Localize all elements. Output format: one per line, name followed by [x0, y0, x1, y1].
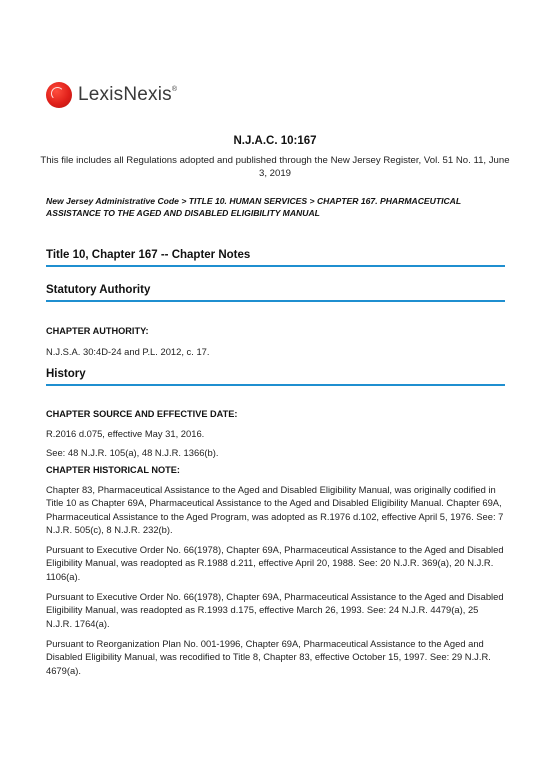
heading-history: History: [46, 368, 86, 380]
lexisnexis-logo-icon: [46, 82, 72, 108]
lexisnexis-logo: [46, 82, 177, 108]
historical-paragraph: Pursuant to Reorganization Plan No. 001-1996, Chapter 69A, Pharmaceutical Assistance to the Aged and Disabled Eligibility Manual, was recodified to Title 8, Chapter 83, effective October 15, 1997. See: 29 N.J.R. 4679(a).: [46, 638, 491, 676]
historical-note-label: CHAPTER HISTORICAL NOTE:: [46, 465, 180, 475]
chapter-authority-label: CHAPTER AUTHORITY:: [46, 326, 149, 336]
brand-name: LexisNexis®: [78, 84, 178, 105]
source-label: CHAPTER SOURCE AND EFFECTIVE DATE:: [46, 409, 238, 419]
heading-statutory-authority: Statutory Authority: [46, 284, 151, 296]
document-subtitle: This file includes all Regulations adopted and published through the New Jersey Register, Vol. 51 No. 11, June 3, 2019: [40, 155, 510, 179]
breadcrumb[interactable]: New Jersey Administrative Code > TITLE 10. HUMAN SERVICES > CHAPTER 167. PHARMACEUTICAL ASSISTANCE TO THE AGED AND DISABLED ELIGIBILITY MANUAL: [46, 196, 461, 218]
divider: [46, 265, 505, 267]
chapter-authority-text: N.J.S.A. 30:4D-24 and P.L. 2012, c. 17.: [46, 346, 210, 357]
document-title: N.J.A.C. 10:167: [233, 135, 317, 147]
source-line: See: 48 N.J.R. 105(a), 48 N.J.R. 1366(b).: [46, 447, 219, 458]
heading-chapter-notes: Title 10, Chapter 167 -- Chapter Notes: [46, 249, 251, 261]
historical-paragraph: Pursuant to Executive Order No. 66(1978), Chapter 69A, Pharmaceutical Assistance to the Aged and Disabled Eligibility Manual, was readopted as R.1988 d.211, effective April 20, 1988. See: 20 N.J.R. 369(a), 20 N.J.R. 1106(a).: [46, 544, 504, 582]
source-line: R.2016 d.075, effective May 31, 2016.: [46, 428, 205, 439]
divider: [46, 300, 505, 302]
historical-paragraph: Chapter 83, Pharmaceutical Assistance to the Aged and Disabled Eligibility Manual, was originally codified in Title 10 as Chapter 69A, Pharmaceutical Assistance to the Aged and Disabled Eligibility Manual. Chapter 69A, Pharmaceutical Assistance to the Aged Program, was adopted as R.1976 d.102, effective April 5, 1976. See: 7 N.J.R. 505(c), 8 N.J.R. 232(b).: [46, 484, 504, 536]
divider: [46, 384, 505, 386]
historical-paragraph: Pursuant to Executive Order No. 66(1978), Chapter 69A, Pharmaceutical Assistance to the Aged and Disabled Eligibility Manual, was readopted as R.1993 d.175, effective March 26, 1993. See: 24 N.J.R. 4479(a), 25 N.J.R. 1764(a).: [46, 591, 504, 629]
